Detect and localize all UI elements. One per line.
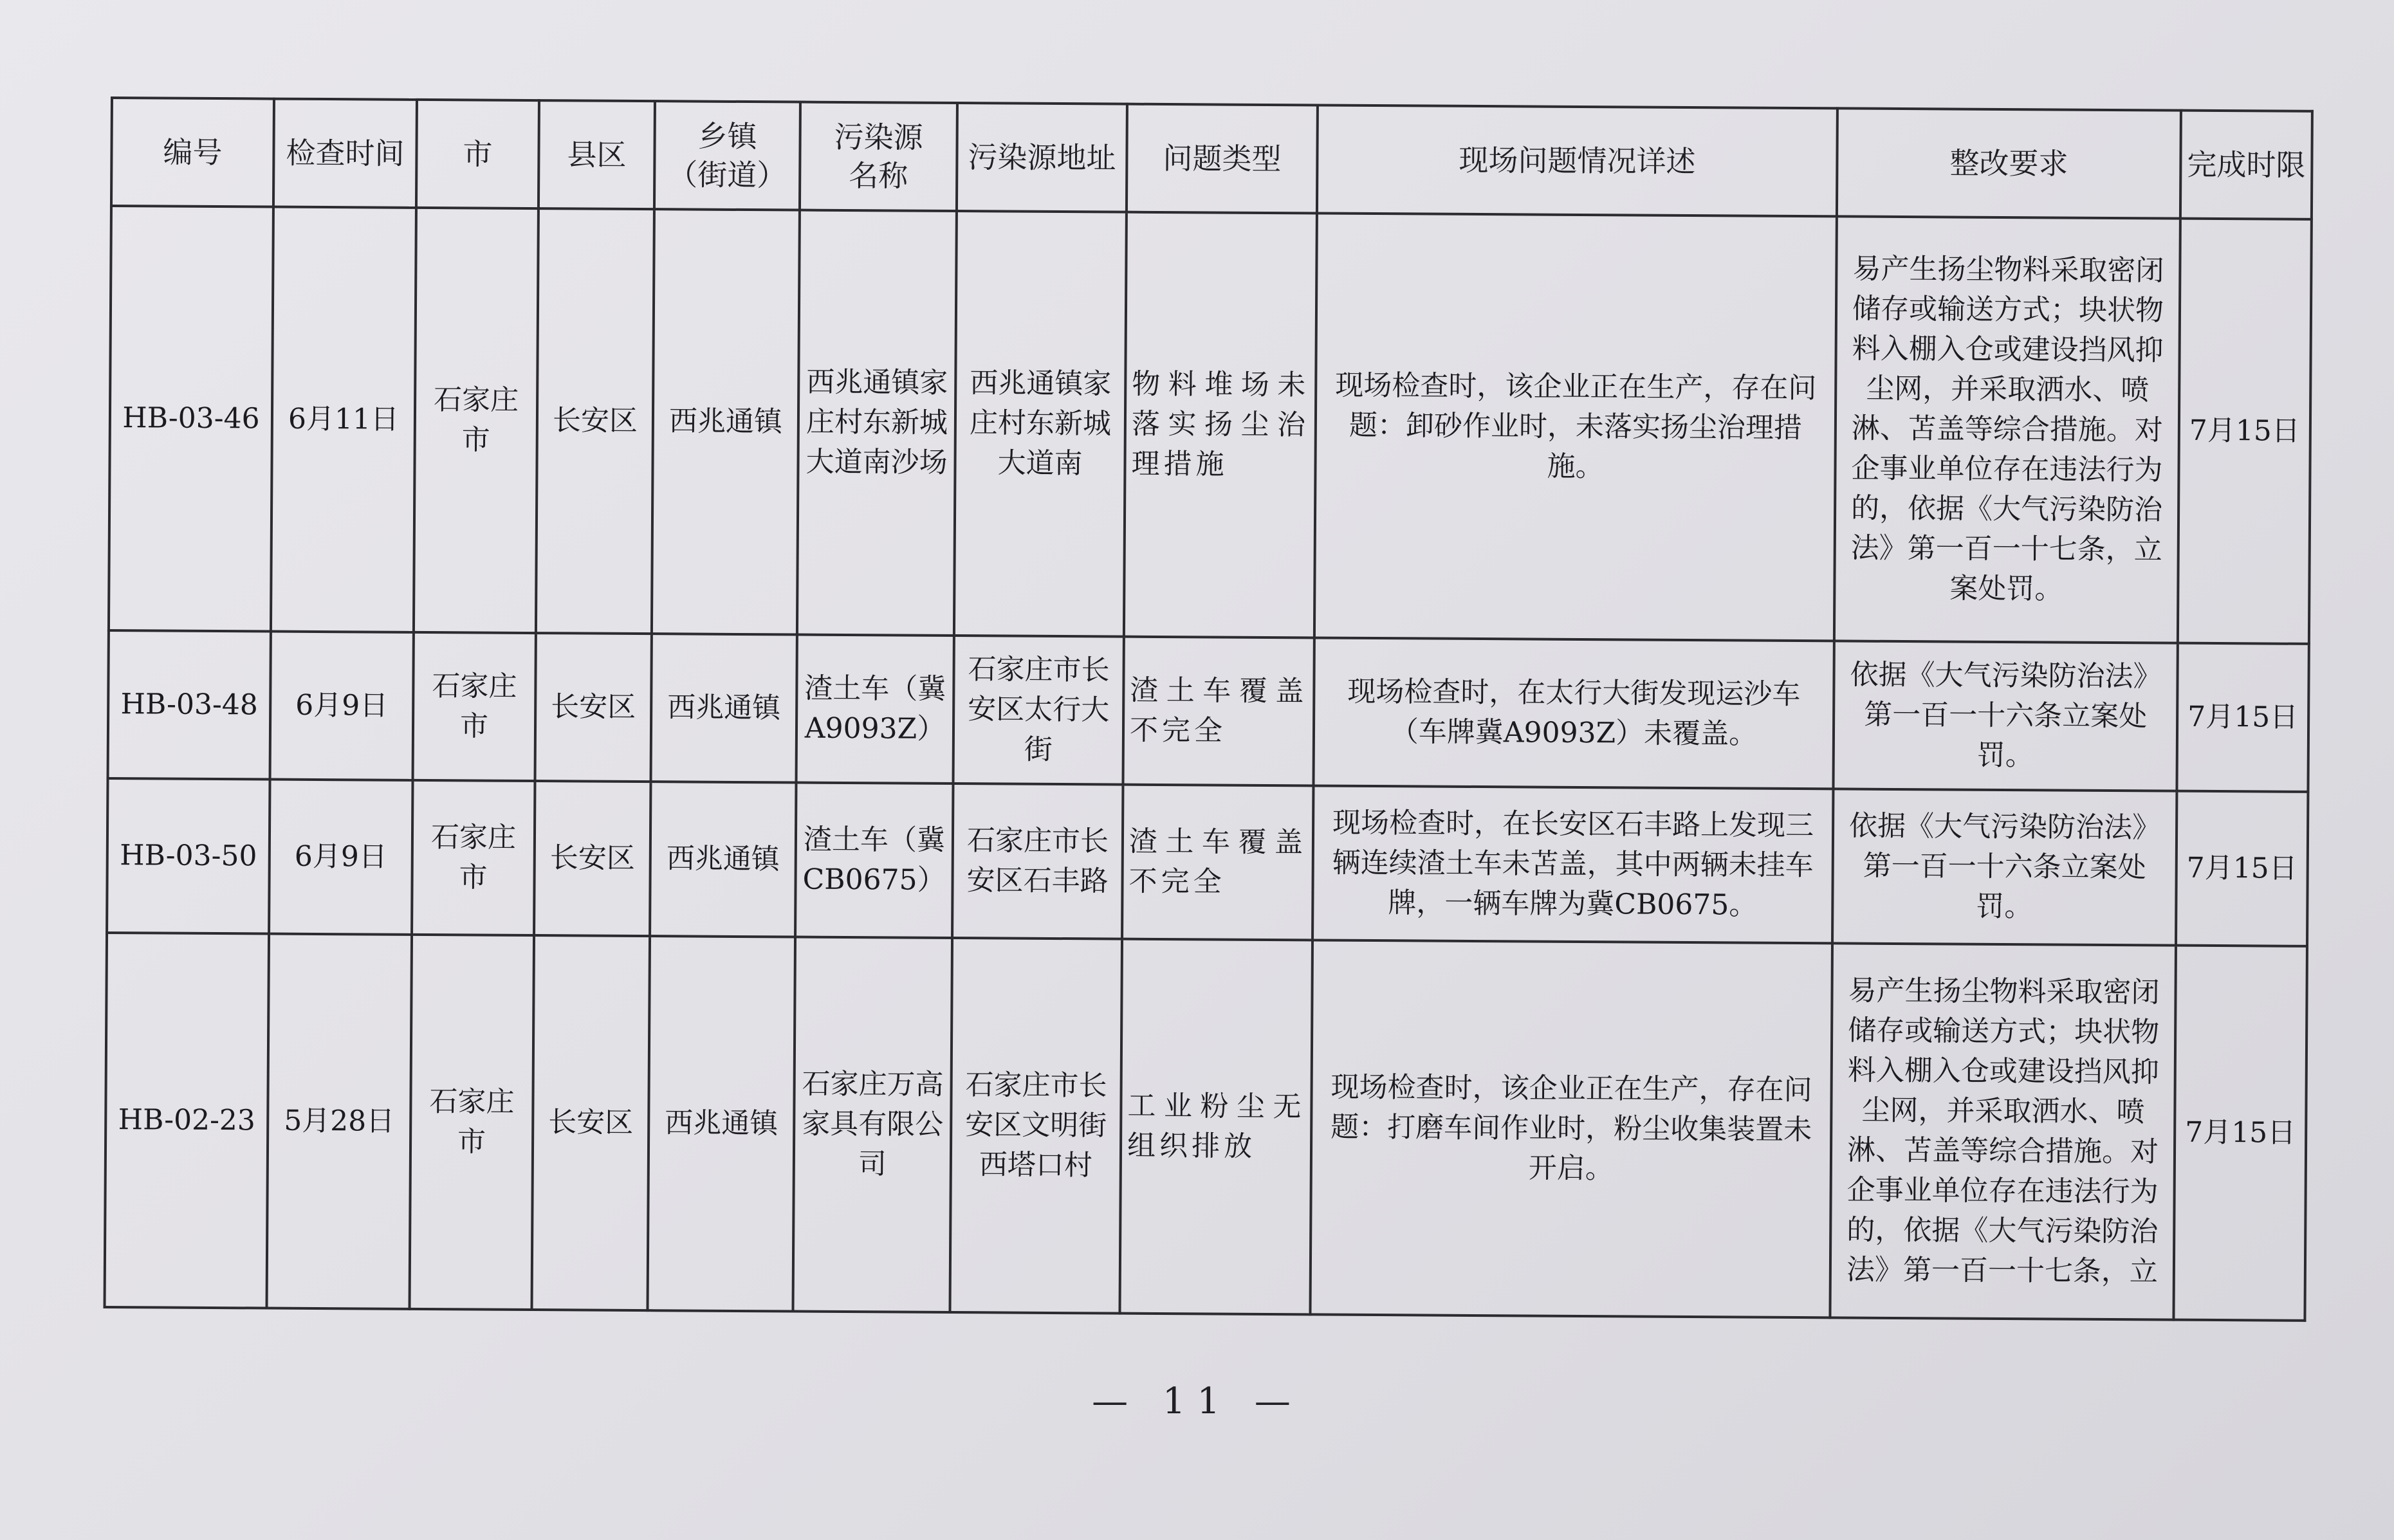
header-detail: 现场问题情况详述 <box>1317 105 1837 216</box>
table-row <box>105 933 2307 1321</box>
cell-source-address: 石家庄市长安区石丰路 <box>952 784 1123 939</box>
cell-problem-type: 工业粉尘无组织排放 <box>1119 939 1312 1315</box>
cell-date: 6月9日 <box>269 780 412 935</box>
header-town: 乡镇 （街道） <box>654 101 800 210</box>
cell-detail: 现场检查时，该企业正在生产，存在问题：打磨车间作业时，粉尘收集装置未开启。 <box>1310 940 1832 1317</box>
cell-source-name: 渣土车（冀CB0675） <box>795 783 953 938</box>
cell-deadline: 7月15日 <box>2178 219 2312 644</box>
table-row <box>108 630 2309 792</box>
cell-problem-type: 物料堆场未落实扬尘治理措施 <box>1124 212 1317 638</box>
cell-city: 石家庄市 <box>412 780 535 935</box>
table-row <box>107 778 2308 946</box>
header-id: 编号 <box>111 98 274 207</box>
header-district: 县区 <box>539 100 655 209</box>
cell-town: 西兆通镇 <box>650 782 796 937</box>
cell-town: 西兆通镇 <box>652 209 800 634</box>
cell-source-address: 石家庄市长安区文明街西塔口村 <box>950 938 1122 1314</box>
header-source-address: 污染源地址 <box>957 103 1127 212</box>
cell-id: HB-03-48 <box>108 630 271 780</box>
cell-deadline: 7月15日 <box>2176 791 2308 946</box>
cell-source-name: 渣土车（冀A9093Z） <box>796 635 954 784</box>
cell-deadline: 7月15日 <box>2177 643 2308 792</box>
cell-id: HB-03-46 <box>109 206 273 632</box>
cell-city: 石家庄市 <box>413 632 536 781</box>
table-header-row <box>111 98 2312 219</box>
cell-city: 石家庄市 <box>414 208 539 633</box>
cell-date: 5月28日 <box>266 934 412 1309</box>
cell-district: 长安区 <box>536 208 654 634</box>
cell-district: 长安区 <box>531 935 650 1310</box>
header-source-name: 污染源 名称 <box>800 102 957 211</box>
cell-source-address: 石家庄市长安区太行大街 <box>953 636 1124 785</box>
header-requirement: 整改要求 <box>1837 108 2181 218</box>
cell-requirement: 依据《大气污染防治法》第一百一十六条立案处罚。 <box>1832 789 2177 945</box>
cell-district: 长安区 <box>535 633 652 782</box>
header-inspection-date: 检查时间 <box>273 99 417 208</box>
cell-city: 石家庄市 <box>409 935 534 1310</box>
cell-source-name: 石家庄万高家具有限公司 <box>793 937 952 1312</box>
cell-district: 长安区 <box>534 781 650 936</box>
cell-detail: 现场检查时，在长安区石丰路上发现三辆连续渣土车未苫盖，其中两辆未挂车牌，一辆车牌为冀CB0675。 <box>1312 785 1833 943</box>
cell-detail: 现场检查时，在太行大街发现运沙车（车牌冀A9093Z）未覆盖。 <box>1313 637 1834 789</box>
cell-source-address: 西兆通镇家庄村东新城大道南 <box>954 211 1127 637</box>
cell-id: HB-02-23 <box>105 933 270 1308</box>
cell-source-name: 西兆通镇家庄村东新城大道南沙场 <box>797 210 957 636</box>
header-problem-type: 问题类型 <box>1127 104 1318 214</box>
page-number: — 11 — <box>1092 1380 1302 1422</box>
header-city: 市 <box>416 100 539 208</box>
cell-detail: 现场检查时，该企业正在生产，存在问题：卸砂作业时，未落实扬尘治理措施。 <box>1314 213 1837 641</box>
cell-requirement: 依据《大气污染防治法》第一百一十六条立案处罚。 <box>1833 641 2177 791</box>
cell-problem-type: 渣土车覆盖不完全 <box>1122 785 1313 940</box>
cell-id: HB-03-50 <box>107 778 270 934</box>
inspection-table <box>103 96 2313 1322</box>
table-row <box>109 206 2312 644</box>
cell-town: 西兆通镇 <box>647 936 795 1311</box>
cell-requirement: 易产生扬尘物料采取密闭储存或输送方式；块状物料入棚入仓或建设挡风抑尘网，并采取洒水、喷淋、苫盖等综合措施。对企事业单位存在违法行为的，依据《大气污染防治法》第一百一十七条，立 <box>1830 943 2176 1319</box>
cell-date: 6月11日 <box>271 207 416 632</box>
cell-town: 西兆通镇 <box>651 634 797 782</box>
cell-requirement: 易产生扬尘物料采取密闭储存或输送方式；块状物料入棚入仓或建设挡风抑尘网，并采取洒水、喷淋、苫盖等综合措施。对企事业单位存在违法行为的，依据《大气污染防治法》第一百一十七条，立案处罚。 <box>1834 216 2180 643</box>
header-deadline: 完成时限 <box>2180 111 2312 219</box>
cell-problem-type: 渣土车覆盖不完全 <box>1123 637 1314 786</box>
cell-deadline: 7月15日 <box>2173 946 2307 1321</box>
cell-date: 6月9日 <box>270 632 414 780</box>
